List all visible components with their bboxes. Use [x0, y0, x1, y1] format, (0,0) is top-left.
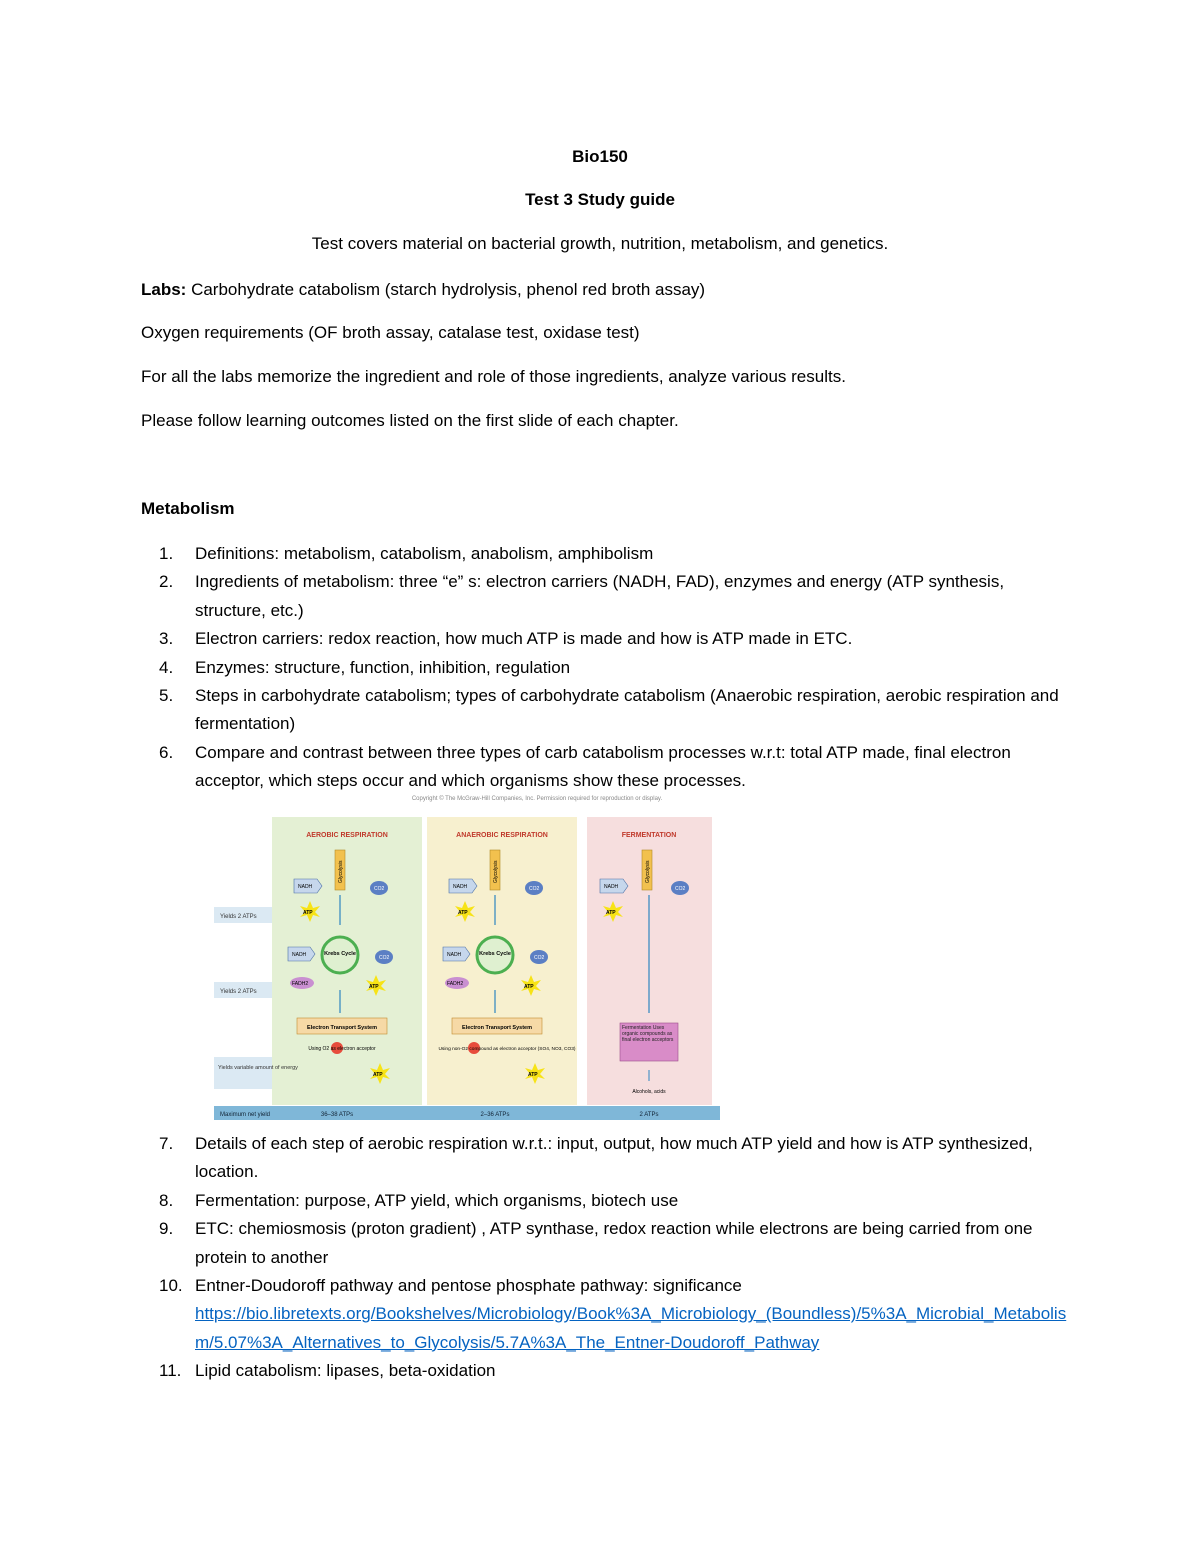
yield-aerobic: 36–38 ATPs [320, 1112, 354, 1118]
nadh-label-anaerobic: NADH [453, 884, 468, 890]
atp-label-aerobic-1: ATP [303, 910, 313, 916]
yield-label-1: Yields 2 ATPs [220, 914, 257, 920]
list-item [141, 1357, 1071, 1385]
figure-copyright: Copyright © The McGraw-Hill Companies, Inc. Permission required for reproduction or display. [411, 796, 663, 802]
krebs-label-aerobic: Krebs Cycle [324, 951, 356, 957]
fadh2-label-anaerobic: FADH2 [447, 981, 464, 987]
list-item [141, 682, 1071, 739]
list-item-text: Entner-Doudoroff pathway and pentose phosphate pathway: significance [195, 1276, 742, 1296]
yield-fermentation: 2 ATPs [639, 1112, 659, 1118]
list-item-number: 1. [159, 544, 174, 563]
nadh-label-anaerobic-2: NADH [447, 952, 462, 958]
metabolism-list-continued [141, 1130, 1071, 1386]
list-item [141, 1272, 1071, 1357]
col-fermentation-title: FERMENTATION [621, 832, 677, 839]
page-title: Test 3 Study guide [525, 190, 675, 209]
non-o2-acceptor-label: Using non-O2 compound as electron acceptor (SO4, NO3, CO3) [438, 1047, 576, 1052]
co2-label-aerobic-2: CO2 [379, 955, 390, 961]
labs-line-1 [141, 280, 705, 300]
co2-label-aerobic-1: CO2 [374, 886, 385, 892]
co2-label-fermentation: CO2 [675, 886, 686, 892]
ets-label-aerobic: Electron Transport System [307, 1025, 377, 1031]
list-item-text: Steps in carbohydrate catabolism; types of carbohydrate catabolism (Anaerobic respiration, aerobic respiration and fermentation) [195, 686, 1059, 734]
labs-text-1: Carbohydrate catabolism (starch hydrolysis, phenol red broth assay) [186, 280, 706, 299]
labs-label: Labs: [141, 280, 187, 299]
list-item [141, 1215, 1071, 1272]
labs-line-3: For all the labs memorize the ingredient and role of those ingredients, analyze various results. [141, 367, 846, 386]
list-item-text: Lipid catabolism: lipases, beta-oxidation [195, 1361, 496, 1381]
atp-label-anaerobic-3: ATP [528, 1072, 538, 1078]
yield-label-2: Yields 2 ATPs [220, 989, 257, 995]
atp-label-aerobic-3: ATP [373, 1072, 383, 1078]
yield-label-3: Yields variable amount of energy [218, 1065, 298, 1071]
intro-text: Test covers material on bacterial growth, nutrition, metabolism, and genetics. [311, 234, 889, 253]
list-item-text: Compare and contrast between three types of carb catabolism processes w.r.t: total ATP made, final electron acceptor, which steps occur and which organisms show these processes. [195, 742, 1011, 791]
atp-label-fermentation: ATP [606, 910, 616, 916]
glycolysis-label-anaerobic: Glycolysis [493, 860, 499, 883]
fermentation-box-label: Fermentation Uses organic compounds as final electron acceptors [622, 1025, 674, 1043]
glycolysis-label-aerobic: Glycolysis [338, 860, 344, 883]
nadh-label-fermentation: NADH [604, 884, 619, 890]
list-item [141, 1130, 1071, 1187]
atp-label-anaerobic-1: ATP [458, 910, 468, 916]
list-item-number: 6. [159, 742, 174, 762]
max-yield-label: Maximum net yield [220, 1112, 271, 1118]
reference-link[interactable]: https://bio.libretexts.org/Bookshelves/Microbiology/Book%3A_Microbiology_(Boundless)/5%3A_Microbial_Metabolism/5.07%3A_Alternatives_to_Glycolysis/5.7A%3A_The_Entner-Doudoroff_Pathway [195, 1304, 1067, 1352]
list-item-text: Ingredients of metabolism: three “e” s: electron carriers (NADH, FAD), enzymes and energy (ATP synthesis, structure, etc.) [195, 572, 1005, 620]
list-item [141, 625, 1071, 653]
nadh-label-aerobic: NADH [298, 884, 313, 890]
section-heading: Metabolism [141, 499, 235, 518]
list-item-text: Details of each step of aerobic respiration w.r.t.: input, output, how much ATP yield and how is ATP synthesized, location. [195, 1134, 1033, 1182]
list-item [141, 568, 1071, 625]
atp-label-aerobic-2: ATP [369, 984, 379, 990]
list-item-number: 8. [159, 1190, 174, 1210]
list-item-number: 9. [159, 1219, 174, 1239]
course-title: Bio150 [572, 147, 628, 166]
list-item-text: Enzymes: structure, function, inhibition, regulation [195, 657, 571, 677]
list-item-text: ETC: chemiosmosis (proton gradient) , ATP synthase, redox reaction while electrons are being carried from one protein to another [195, 1219, 1033, 1267]
list-item-text: Electron carriers: redox reaction, how much ATP is made and how is ATP made in ETC. [195, 629, 853, 649]
list-item-text: Fermentation: purpose, ATP yield, which organisms, biotech use [195, 1190, 679, 1210]
atp-label-anaerobic-2: ATP [524, 984, 534, 990]
ets-label-anaerobic: Electron Transport System [462, 1025, 532, 1031]
list-item-number: 2. [159, 572, 174, 592]
list-item-number: 3. [159, 629, 174, 649]
list-item-number: 4. [159, 657, 174, 677]
co2-label-anaerobic-1: CO2 [529, 886, 540, 892]
labs-line-2: Oxygen requirements (OF broth assay, catalase test, oxidase test) [141, 323, 640, 342]
list-item [141, 654, 1071, 682]
col-anaerobic-title: ANAEROBIC RESPIRATION [456, 832, 548, 839]
col-aerobic-title: AEROBIC RESPIRATION [306, 832, 388, 839]
alcohols-label: Alcohols, acids [632, 1089, 666, 1095]
list-item-number: 11. [159, 1361, 182, 1381]
labs-line-4: Please follow learning outcomes listed on the first slide of each chapter. [141, 411, 679, 430]
respiration-figure [212, 795, 722, 1125]
nadh-label-aerobic-2: NADH [292, 952, 307, 958]
list-item-number: 7. [159, 1134, 174, 1153]
yield-label-box-3 [214, 1057, 272, 1089]
o2-acceptor-label: Using O2 as electron acceptor [308, 1046, 376, 1052]
metabolism-list [141, 540, 1071, 796]
yield-anaerobic: 2–36 ATPs [480, 1112, 510, 1118]
glycolysis-label-fermentation: Glycolysis [645, 860, 651, 883]
krebs-label-anaerobic: Krebs Cycle [479, 951, 511, 957]
list-item-text: Definitions: metabolism, catabolism, anabolism, amphibolism [195, 544, 654, 563]
fadh2-label-aerobic: FADH2 [292, 981, 309, 987]
list-item [141, 739, 1071, 796]
list-item-number: 10. [159, 1276, 183, 1296]
list-item-number: 5. [159, 686, 174, 706]
list-item [141, 1187, 1071, 1215]
list-item [141, 540, 1071, 568]
co2-label-anaerobic-2: CO2 [534, 955, 545, 961]
